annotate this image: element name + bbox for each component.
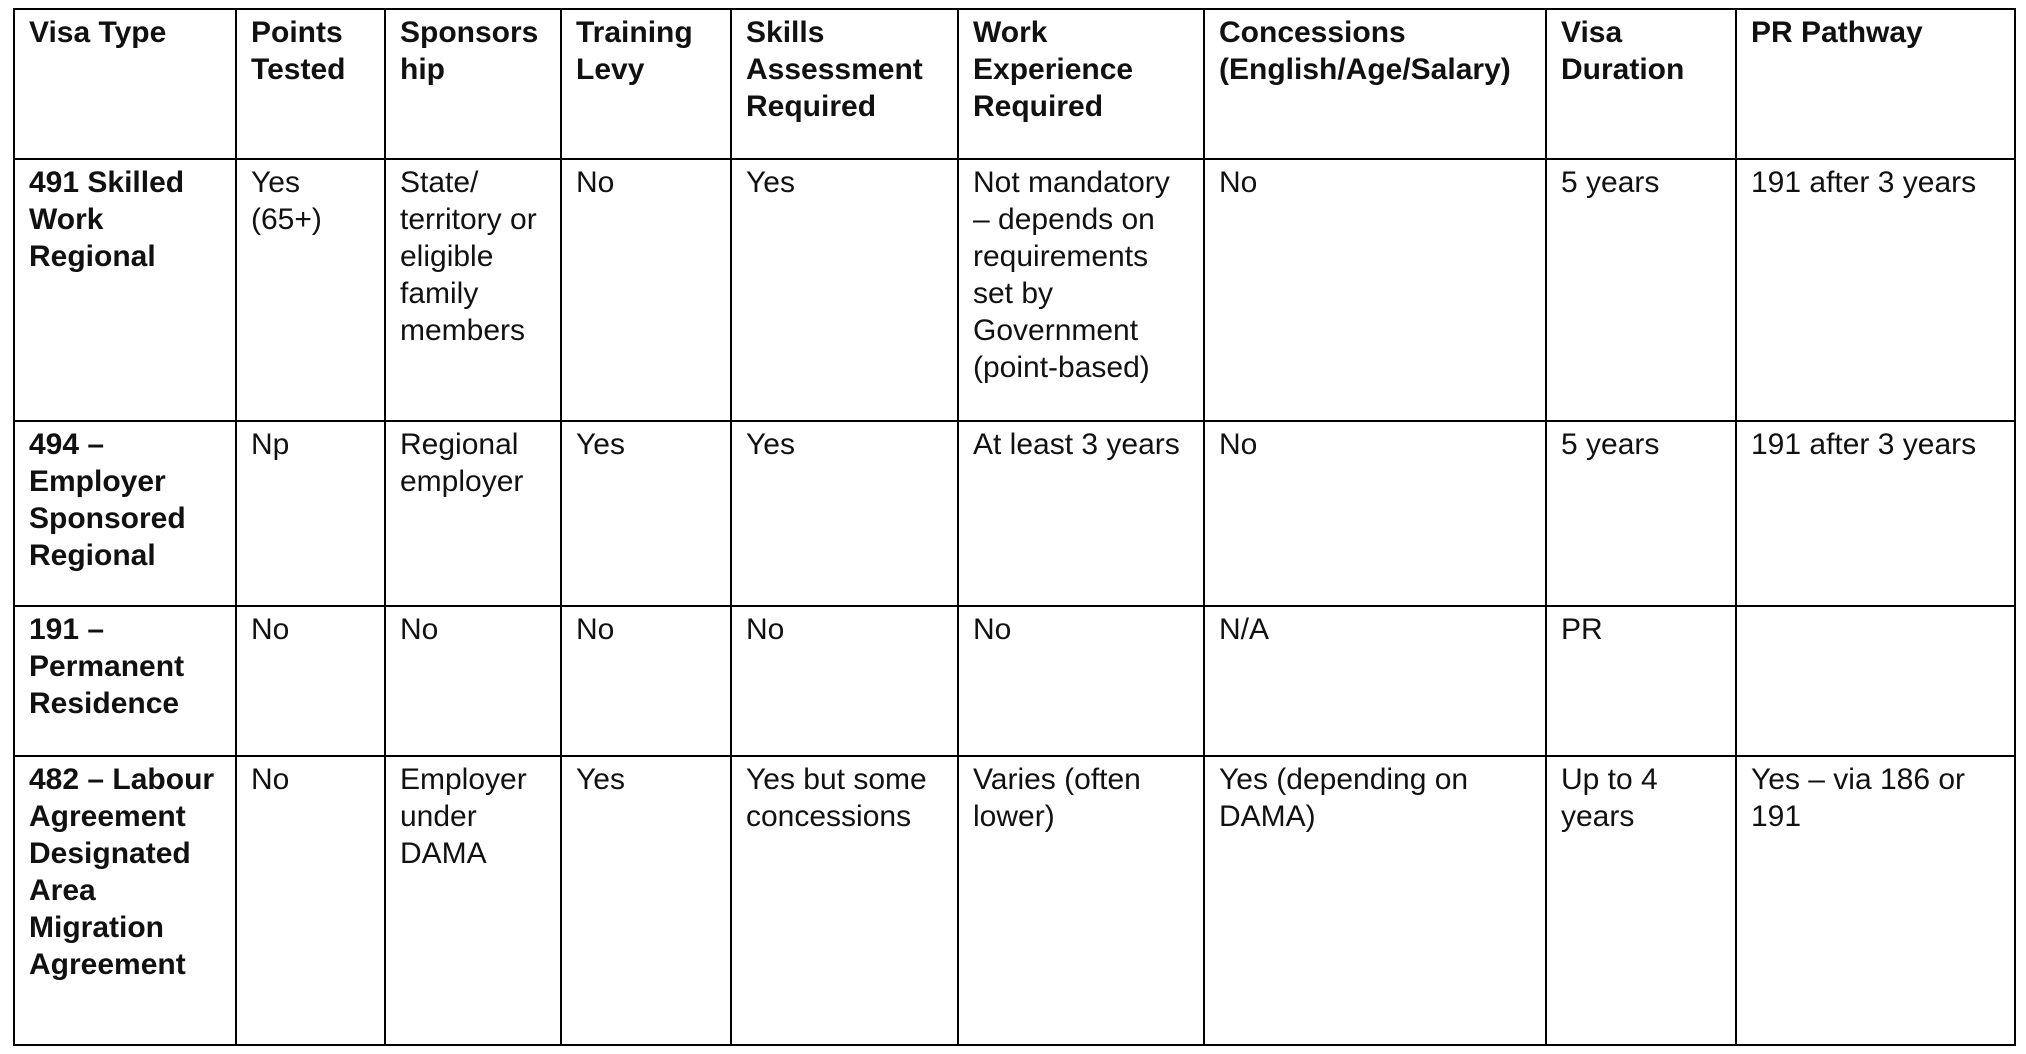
skills-assessment-cell: Yes xyxy=(731,159,958,421)
concessions-cell: No xyxy=(1204,421,1546,606)
header-work-experience: Work Experience Required xyxy=(958,9,1204,159)
training-levy-cell: Yes xyxy=(561,421,731,606)
sponsorship-cell: Employer under DAMA xyxy=(385,756,561,1045)
header-visa-duration: Visa Duration xyxy=(1546,9,1736,159)
visa-comparison-table xyxy=(13,8,2016,1046)
concessions-cell: N/A xyxy=(1204,606,1546,756)
sponsorship-cell: No xyxy=(385,606,561,756)
training-levy-cell: No xyxy=(561,159,731,421)
visa-type-cell: 191 – Permanent Residence xyxy=(14,606,236,756)
visa-duration-cell: PR xyxy=(1546,606,1736,756)
pr-pathway-cell: Yes – via 186 or 191 xyxy=(1736,756,2015,1045)
sponsorship-cell: Regional employer xyxy=(385,421,561,606)
skills-assessment-cell: No xyxy=(731,606,958,756)
table-row xyxy=(14,756,2015,1045)
header-row xyxy=(14,9,2015,159)
visa-duration-cell: Up to 4 years xyxy=(1546,756,1736,1045)
visa-type-cell: 482 – Labour Agreement Designated Area Migration Agreement xyxy=(14,756,236,1045)
points-tested-cell: Np xyxy=(236,421,385,606)
header-pr-pathway: PR Pathway xyxy=(1736,9,2015,159)
pr-pathway-cell xyxy=(1736,606,2015,756)
training-levy-cell: No xyxy=(561,606,731,756)
visa-duration-cell: 5 years xyxy=(1546,159,1736,421)
skills-assessment-cell: Yes but some concessions xyxy=(731,756,958,1045)
work-experience-cell: Not mandatory – depends on requirements set by Government (point-based) xyxy=(958,159,1204,421)
work-experience-cell: No xyxy=(958,606,1204,756)
sponsorship-cell: State/ territory or eligible family members xyxy=(385,159,561,421)
header-visa-type: Visa Type xyxy=(14,9,236,159)
concessions-cell: Yes (depending on DAMA) xyxy=(1204,756,1546,1045)
header-skills-assessment: Skills Assessment Required xyxy=(731,9,958,159)
work-experience-cell: At least 3 years xyxy=(958,421,1204,606)
points-tested-cell: No xyxy=(236,606,385,756)
training-levy-cell: Yes xyxy=(561,756,731,1045)
points-tested-cell: Yes (65+) xyxy=(236,159,385,421)
visa-duration-cell: 5 years xyxy=(1546,421,1736,606)
pr-pathway-cell: 191 after 3 years xyxy=(1736,421,2015,606)
skills-assessment-cell: Yes xyxy=(731,421,958,606)
table-row xyxy=(14,421,2015,606)
points-tested-cell: No xyxy=(236,756,385,1045)
table-row xyxy=(14,159,2015,421)
header-training-levy: Training Levy xyxy=(561,9,731,159)
header-sponsorship: Sponsors hip xyxy=(385,9,561,159)
work-experience-cell: Varies (often lower) xyxy=(958,756,1204,1045)
header-concessions: Concessions (English/Age/Salary) xyxy=(1204,9,1546,159)
header-points-tested: Points Tested xyxy=(236,9,385,159)
concessions-cell: No xyxy=(1204,159,1546,421)
pr-pathway-cell: 191 after 3 years xyxy=(1736,159,2015,421)
table-row xyxy=(14,606,2015,756)
visa-type-cell: 494 – Employer Sponsored Regional xyxy=(14,421,236,606)
visa-type-cell: 491 Skilled Work Regional xyxy=(14,159,236,421)
